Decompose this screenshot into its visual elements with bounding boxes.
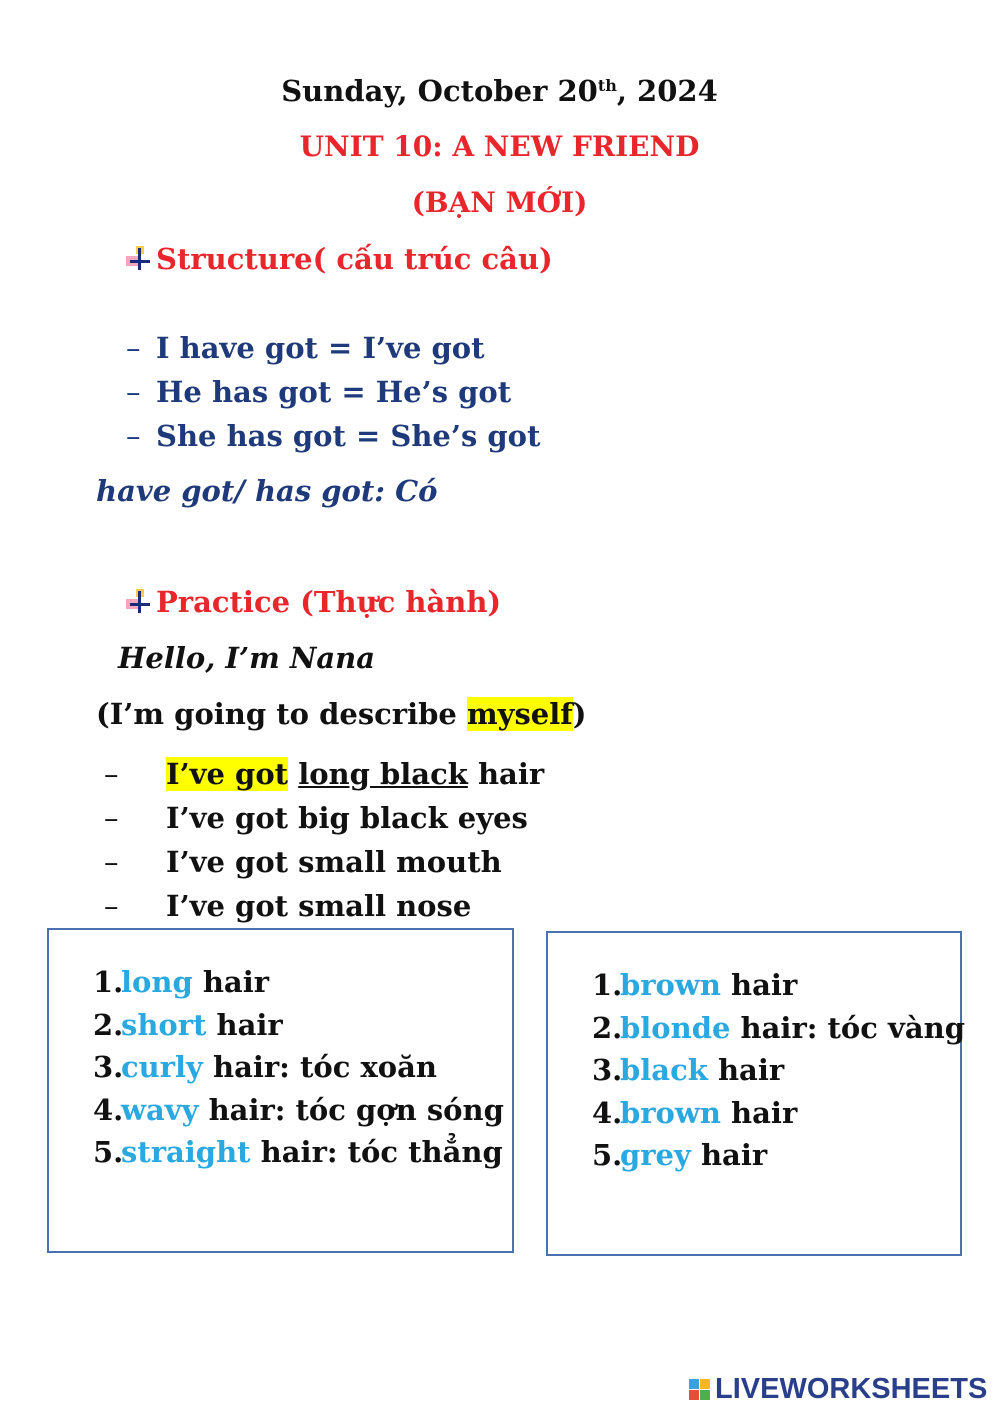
vocab-item <box>93 1005 504 1048</box>
hair-color-box <box>546 931 966 1256</box>
vocab-keyword: long <box>121 965 193 999</box>
intro-text: (I’m going to describe <box>96 697 467 731</box>
vocab-item <box>93 1132 504 1175</box>
vocab-keyword: black <box>620 1053 708 1087</box>
description-list <box>104 754 544 930</box>
vocab-keyword: straight <box>121 1135 251 1169</box>
vocab-rest: hair: tóc thẳng <box>250 1135 503 1169</box>
item-number: 3. <box>93 1050 124 1084</box>
hair-color-list <box>592 965 965 1178</box>
vocab-rest: hair <box>720 968 798 1002</box>
structure-item-text: He has got = He’s got <box>156 375 512 409</box>
liveworksheets-logo[interactable] <box>689 1373 987 1406</box>
dash-marker: – <box>126 375 141 409</box>
practice-greeting: Hello, I’m Nana <box>118 641 376 675</box>
vocab-item <box>592 1008 965 1051</box>
description-item <box>104 886 544 930</box>
vocab-item <box>592 965 965 1008</box>
vocab-item <box>93 1090 504 1133</box>
bullet-cross-icon <box>124 246 154 272</box>
structure-note: have got/ has got: Có <box>96 474 438 508</box>
practice-intro <box>96 697 586 731</box>
vocab-item <box>592 1093 965 1136</box>
structure-item-text: She has got = She’s got <box>156 419 541 453</box>
vocab-rest: hair <box>192 965 270 999</box>
description-text: I’ve got small mouth <box>166 845 502 879</box>
description-item <box>104 798 544 842</box>
vocab-item <box>93 962 504 1005</box>
dash-marker: – <box>104 801 119 835</box>
vocab-keyword: curly <box>121 1050 203 1084</box>
vocab-item <box>592 1135 965 1178</box>
vocab-keyword: brown <box>620 1095 721 1130</box>
item-number: 1. <box>93 965 124 999</box>
dash-marker: – <box>104 889 119 923</box>
practice-heading <box>124 585 501 619</box>
date-text: Sunday, October 20 <box>281 74 598 108</box>
item-number: 5. <box>592 1138 623 1172</box>
highlighted-phrase: I’ve got <box>166 757 289 791</box>
vocab-rest: hair <box>206 1007 283 1042</box>
vocab-rest: hair: tóc gợn sóng <box>198 1092 504 1127</box>
liveworksheets-logo-icon <box>689 1379 711 1401</box>
hair-style-list <box>93 962 504 1175</box>
structure-list <box>126 328 540 460</box>
description-rest: hair <box>467 757 545 791</box>
structure-item-text: I have got = I’ve got <box>156 331 485 365</box>
practice-heading-text: Practice (Thực hành) <box>156 585 502 619</box>
structure-item <box>126 328 540 372</box>
structure-item <box>126 372 540 416</box>
item-number: 2. <box>93 1007 124 1042</box>
vocab-keyword: brown <box>620 968 721 1002</box>
vocab-rest: hair <box>707 1053 785 1087</box>
intro-close: ) <box>572 697 587 731</box>
item-number: 4. <box>592 1095 623 1130</box>
item-number: 3. <box>592 1053 623 1087</box>
description-item <box>104 842 544 886</box>
lesson-date <box>0 74 999 108</box>
bullet-cross-icon <box>124 589 154 615</box>
vocab-item <box>93 1047 504 1090</box>
highlighted-word: myself <box>466 697 573 731</box>
description-text: I’ve got small nose <box>166 889 472 923</box>
structure-item <box>126 416 540 460</box>
structure-heading <box>124 242 553 276</box>
dash-marker: – <box>104 757 119 791</box>
vocab-rest: hair <box>720 1095 798 1130</box>
item-number: 2. <box>592 1010 623 1045</box>
vocab-keyword: blonde <box>620 1010 731 1045</box>
dash-marker: – <box>104 845 119 879</box>
dash-marker: – <box>126 419 141 453</box>
description-item <box>104 754 544 798</box>
hair-style-box <box>47 928 514 1253</box>
structure-heading-text: Structure( cấu trúc câu) <box>156 242 553 276</box>
vocab-keyword: grey <box>620 1138 691 1172</box>
underlined-phrase: long black <box>298 757 468 791</box>
item-number: 1. <box>592 968 623 1002</box>
vocab-rest: hair: tóc xoăn <box>202 1050 437 1084</box>
description-text: I’ve got big black eyes <box>166 801 528 835</box>
unit-title-vietnamese: (BẠN MỚI) <box>411 186 588 219</box>
vocab-rest: hair <box>690 1138 768 1172</box>
logo-text: LIVEWORKSHEETS <box>715 1373 988 1405</box>
vocab-rest: hair: tóc vàng <box>730 1010 966 1045</box>
space <box>288 757 298 791</box>
vocab-keyword: short <box>121 1007 207 1042</box>
item-number: 4. <box>93 1092 124 1127</box>
date-year: , 2024 <box>616 74 718 108</box>
vocab-item <box>592 1050 965 1093</box>
item-number: 5. <box>93 1135 124 1169</box>
vocab-keyword: wavy <box>121 1092 199 1127</box>
dash-marker: – <box>126 331 141 365</box>
unit-title: UNIT 10: A NEW FRIEND <box>299 130 700 163</box>
date-superscript: th <box>597 76 617 95</box>
